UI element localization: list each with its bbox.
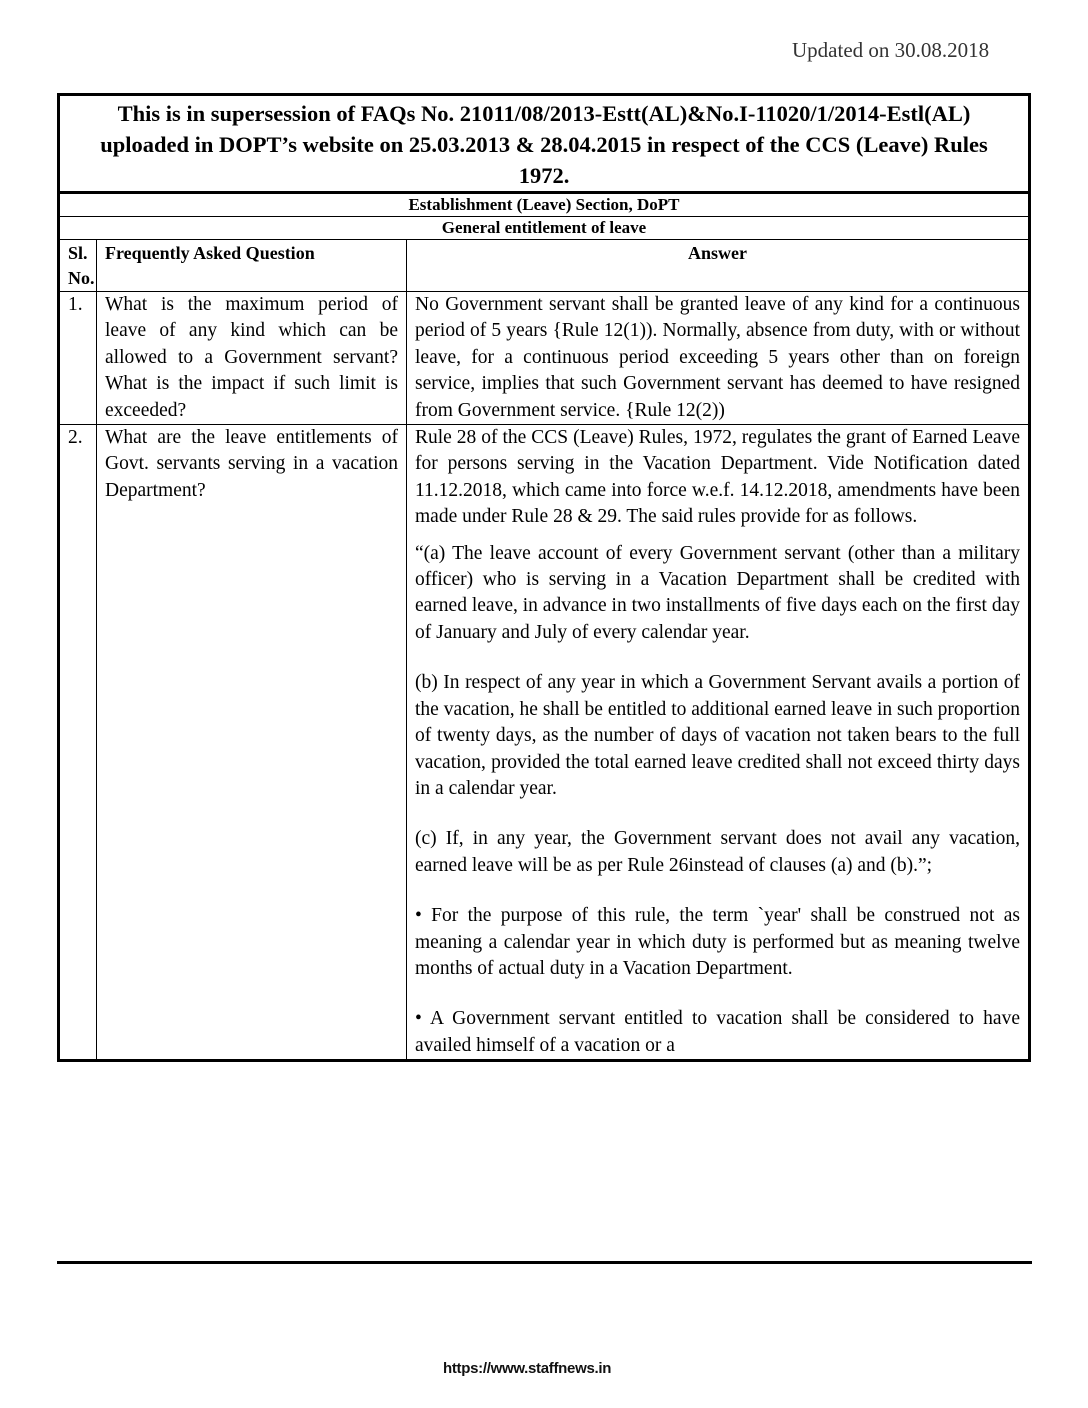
- answer-paragraph-a: “(a) The leave account of every Government servant (other than a military officer) who is serving in a Vacation Department shall be credited with earned leave, in advance in two installments of five days each on the first day of January and July of every calendar year.: [415, 542, 1020, 643]
- updated-date: Updated on 30.08.2018: [792, 38, 990, 62]
- document-title: This is in supersession of FAQs No. 21011/08/2013-Estt(AL)&No.I-11020/1/2014-Estl(AL) uploaded in DOPT’s website on 25.03.2013 & 28.04.2015 in respect of the CCS (Leave) Rules 1972.: [59, 95, 1030, 193]
- section-heading: Establishment (Leave) Section, DoPT: [59, 193, 1030, 217]
- footer-url: https://www.staffnews.in: [443, 1360, 612, 1377]
- row-sl-no: 1.: [59, 292, 97, 425]
- table-bottom-border: [57, 1261, 1032, 1264]
- row-answer: [407, 425, 1030, 1061]
- row-answer: [407, 292, 1030, 425]
- row-question: What is the maximum period of leave of any kind which can be allowed to a Government servant? What is the impact if such limit is exceeded?: [97, 292, 407, 425]
- section-row: [59, 193, 1030, 217]
- subsection-heading: General entitlement of leave: [59, 217, 1030, 240]
- answer-paragraph-c: (c) If, in any year, the Government servant does not avail any vacation, earned leave will be as per Rule 26instead of clauses (a) and (b).”;: [415, 828, 1020, 876]
- answer-bullet-vacation-availed: • A Government servant entitled to vacation shall be considered to have availed himself of a vacation or a: [415, 1008, 1020, 1056]
- answer-bullet-year-definition: • For the purpose of this rule, the term `year' shall be construed not as meaning a calendar year in which duty is performed but as meaning twelve months of actual duty in a Vacation Department.: [415, 905, 1020, 979]
- column-header-row: [59, 240, 1030, 292]
- column-header-answer: Answer: [407, 240, 1030, 292]
- row-question: What are the leave entitlements of Govt. servants serving in a vacation Department?: [97, 425, 407, 1061]
- faq-table: [57, 93, 1031, 1062]
- table-row: [59, 292, 1030, 425]
- title-row: [59, 95, 1030, 193]
- column-header-sl-no: Sl. No.: [59, 240, 97, 292]
- subsection-row: [59, 217, 1030, 240]
- table-row: [59, 425, 1030, 1061]
- row-sl-no: 2.: [59, 425, 97, 1061]
- column-header-question: Frequently Asked Question: [97, 240, 407, 292]
- answer-paragraph-b: (b) In respect of any year in which a Government Servant avails a portion of the vacation, he shall be entitled to additional earned leave in such proportion of twenty days, as the number of days of vacation not taken bears to the full vacation, provided the total earned leave credited shall not exceed thirty days in a calendar year.: [415, 672, 1020, 799]
- faq-table-container: [57, 93, 1037, 1263]
- answer-paragraph: No Government servant shall be granted leave of any kind for a continuous period of 5 years {Rule 12(1)). Normally, absence from duty, with or without leave, for a continuous period exceeding 5 years other than on foreign service, implies that such Government servant has deemed to have resigned from Government service. {Rule 12(2)): [415, 294, 1020, 421]
- answer-paragraph: Rule 28 of the CCS (Leave) Rules, 1972, regulates the grant of Earned Leave for persons serving in the Vacation Department. Vide Notification dated 11.12.2018, which came into force w.e.f. 14.12.2018, amendments have been made under Rule 28 & 29. The said rules provide for as follows.: [415, 427, 1020, 528]
